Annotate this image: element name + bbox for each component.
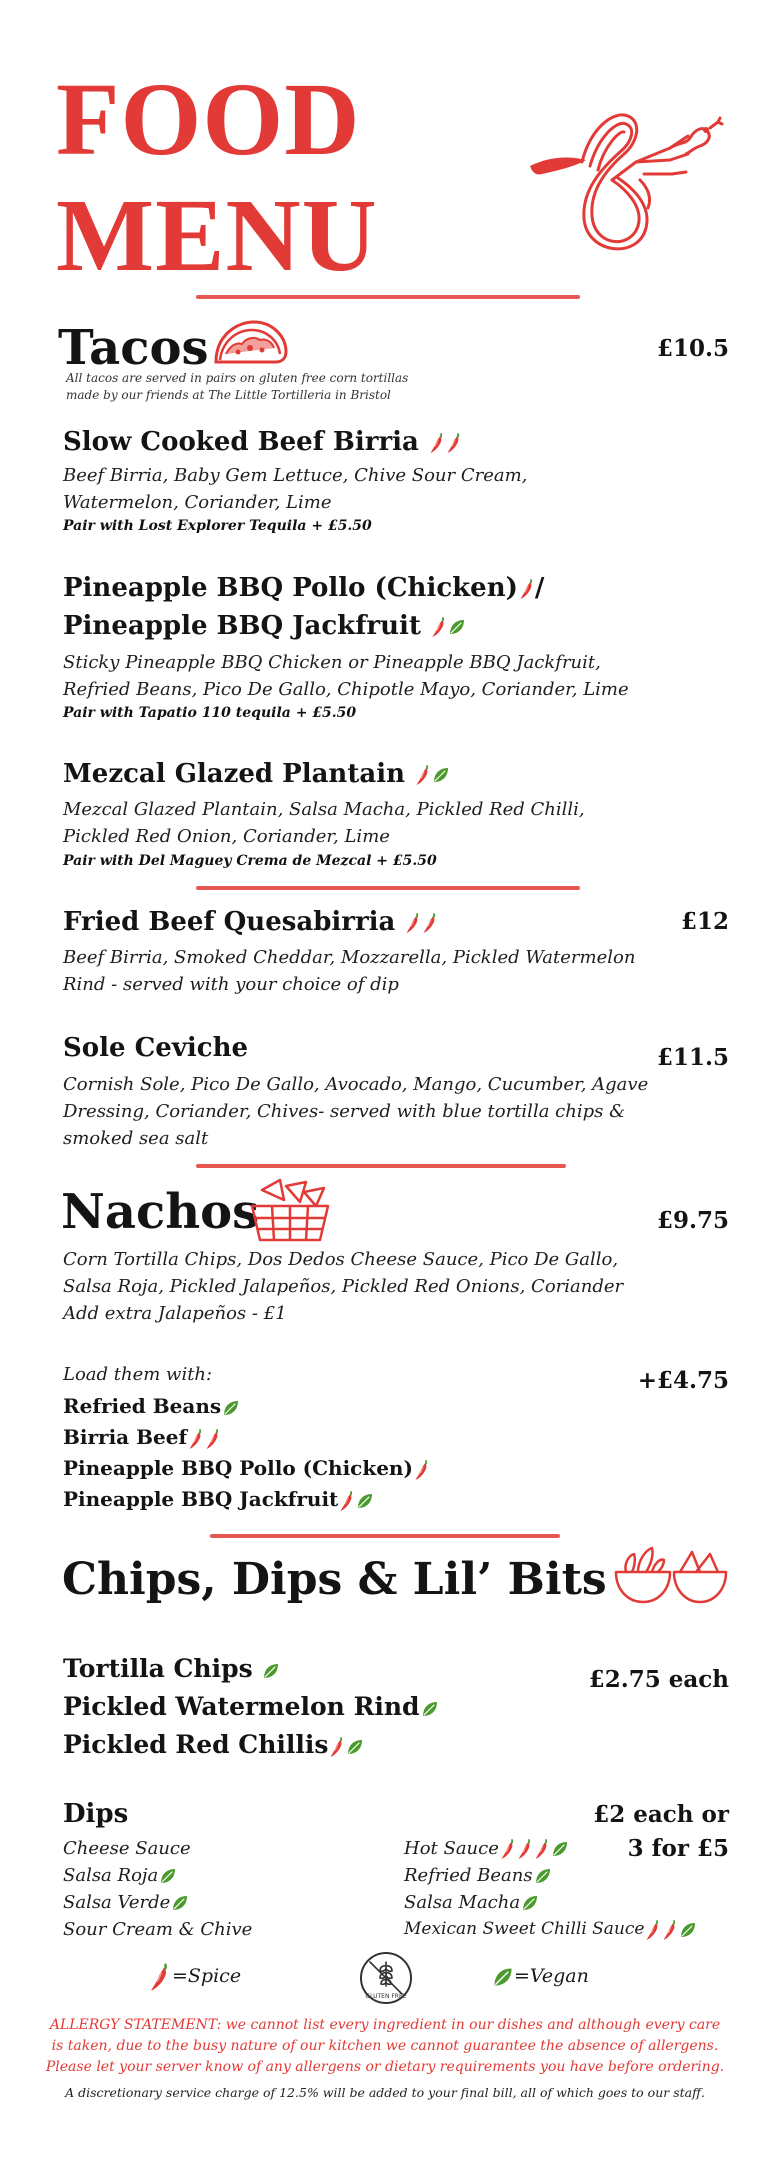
dip-bowls-icon [612,1542,730,1608]
dip-mexican-sweet-chilli: Mexican Sweet Chilli Sauce [404,1916,697,1943]
price-toppings: +£4.75 [637,1367,729,1394]
chili-icon [329,1736,345,1758]
chili-icon [662,1919,678,1941]
menu-item-quesabirria: Fried Beef Quesabirria [63,904,438,940]
leaf-icon [171,1894,189,1912]
chili-icon [446,432,462,454]
dip-salsa-macha: Salsa Macha [404,1889,697,1916]
price-ceviche: £11.5 [656,1044,729,1071]
topping-pineapple-jackfruit: Pineapple BBQ Jackfruit [63,1484,430,1515]
menu-item-desc: Cornish Sole, Pico De Gallo, Avocado, Mango, Cucumber, Agave Dressing, Coriander, Chives- served with blue tortilla chips & smoked sea salt [63,1074,649,1149]
menu-item-sole-ceviche: Sole Ceviche [63,1033,249,1063]
leaf-icon [159,1867,177,1885]
item-tortilla-chips: Tortilla Chips [63,1650,439,1688]
leaf-icon [346,1738,364,1756]
taco-icon [210,318,290,370]
price-dips: £2 each or 3 for £5 [593,1801,729,1862]
topping-refried-beans: Refried Beans [63,1391,430,1422]
leaf-icon [551,1840,569,1858]
dip-salsa-roja: Salsa Roja [63,1862,252,1889]
leaf-icon [262,1662,280,1680]
chili-icon [519,578,535,600]
chili-icon [415,764,431,786]
section-title-tacos: Tacos [58,320,209,376]
drink-pairing: Pair with Tapatio 110 tequila + £5.50 [63,705,357,721]
chili-icon [188,1428,204,1450]
chili-icon [414,1459,430,1481]
leaf-icon [492,1966,514,1988]
menu-item-desc: Beef Birria, Baby Gem Lettuce, Chive Sour Cream, Watermelon, Coriander, Lime [63,465,528,513]
menu-item-desc: Mezcal Glazed Plantain, Salsa Macha, Pickled Red Chilli, Pickled Red Onion, Coriander, Lime [63,799,585,847]
dips-left-list [63,1835,252,1943]
leaf-icon [222,1399,240,1417]
chips-list [63,1650,439,1764]
title-line-menu: MENU [56,178,378,293]
drink-pairing: Pair with Del Maguey Crema de Mezcal + £5.50 [63,853,437,869]
chili-icon [500,1838,516,1860]
topping-birria-beef: Birria Beef [63,1422,430,1453]
leaf-icon [521,1894,539,1912]
section-title-dips: Dips [63,1799,129,1829]
title-line-food: FOOD [56,62,361,177]
price-quesabirria: £12 [680,908,729,935]
chili-icon [431,616,447,638]
chili-icon [429,432,445,454]
dip-salsa-verde: Salsa Verde [63,1889,252,1916]
load-them-label: Load them with: [63,1364,213,1385]
price-nachos: £9.75 [656,1207,729,1234]
chili-icon [405,912,421,934]
menu-item-desc: Sticky Pineapple BBQ Chicken or Pineapple BBQ Jackfruit, Refried Beans, Pico De Gallo, Chipotle Mayo, Coriander, Lime [63,652,629,700]
chili-icon [148,1962,172,1992]
chili-icon [422,912,438,934]
topping-pineapple-pollo: Pineapple BBQ Pollo (Chicken) [63,1453,430,1484]
dips-right-list [404,1835,697,1943]
leaf-icon [432,766,450,784]
gluten-free-icon [358,1950,414,2006]
chili-icon [205,1428,221,1450]
divider-header [196,295,580,299]
item-pickled-watermelon-rind: Pickled Watermelon Rind [63,1688,439,1726]
leaf-icon [679,1921,697,1939]
leaf-icon [534,1867,552,1885]
leaf-icon [448,618,466,636]
menu-item-beef-birria: Slow Cooked Beef Birria [63,424,462,460]
chili-icon [517,1838,533,1860]
dip-hot-sauce: Hot Sauce [404,1835,697,1862]
toppings-list [63,1391,430,1515]
item-pickled-red-chillis: Pickled Red Chillis [63,1726,439,1764]
service-charge-note: A discretionary service charge of 12.5% will be added to your final bill, all of which goes to our staff. [65,2085,705,2100]
section-title-nachos: Nachos [61,1184,260,1240]
nachos-basket-icon [246,1176,334,1244]
tacos-note: All tacos are served in pairs on gluten free corn tortillas made by our friends at The Little Tortilleria in Bristol [66,371,409,402]
divider-tacos [196,886,580,890]
legend-spice: =Spice [148,1962,241,1992]
section-title-chips: Chips, Dips & Lil’ Bits [62,1554,607,1605]
chili-icon [534,1838,550,1860]
gluten-free-label: GLUTEN FREE [365,1993,407,2000]
allergy-statement: ALLERGY STATEMENT: we cannot list every ingredient in our dishes and although every care is taken, due to the busy nature of our kitchen we cannot guarantee the absence of allergens. Please let your server know of any allergens or dietary requirements you have before ordering. [45,2017,725,2075]
snake-hand-logo-icon [520,70,730,270]
chili-icon [645,1919,661,1941]
divider-ceviche [196,1164,566,1168]
menu-item-pineapple-jackfruit: Pineapple BBQ Jackfruit [63,608,466,644]
drink-pairing: Pair with Lost Explorer Tequila + £5.50 [63,518,372,534]
leaf-icon [356,1492,374,1510]
legend-vegan: =Vegan [492,1965,589,1988]
page-title [56,62,378,294]
dip-sour-cream-chive: Sour Cream & Chive [63,1919,253,1940]
leaf-icon [421,1700,439,1718]
menu-item-desc: Beef Birria, Smoked Cheddar, Mozzarella, Pickled Watermelon Rind - served with your choice of dip [63,947,636,995]
menu-item-pineapple-pollo: Pineapple BBQ Pollo (Chicken) / [63,573,545,603]
dip-refried-beans: Refried Beans [404,1862,697,1889]
price-tacos: £10.5 [656,335,729,362]
menu-item-mezcal-plantain: Mezcal Glazed Plantain [63,756,450,792]
chili-icon [339,1490,355,1512]
price-chips: £2.75 each [588,1666,729,1693]
dip-cheese-sauce: Cheese Sauce [63,1838,191,1859]
divider-nachos [210,1534,560,1538]
nachos-desc: Corn Tortilla Chips, Dos Dedos Cheese Sauce, Pico De Gallo, Salsa Roja, Pickled Jalapeños, Pickled Red Onions, Coriander Add extra Jalapeños - £1 [63,1249,624,1324]
